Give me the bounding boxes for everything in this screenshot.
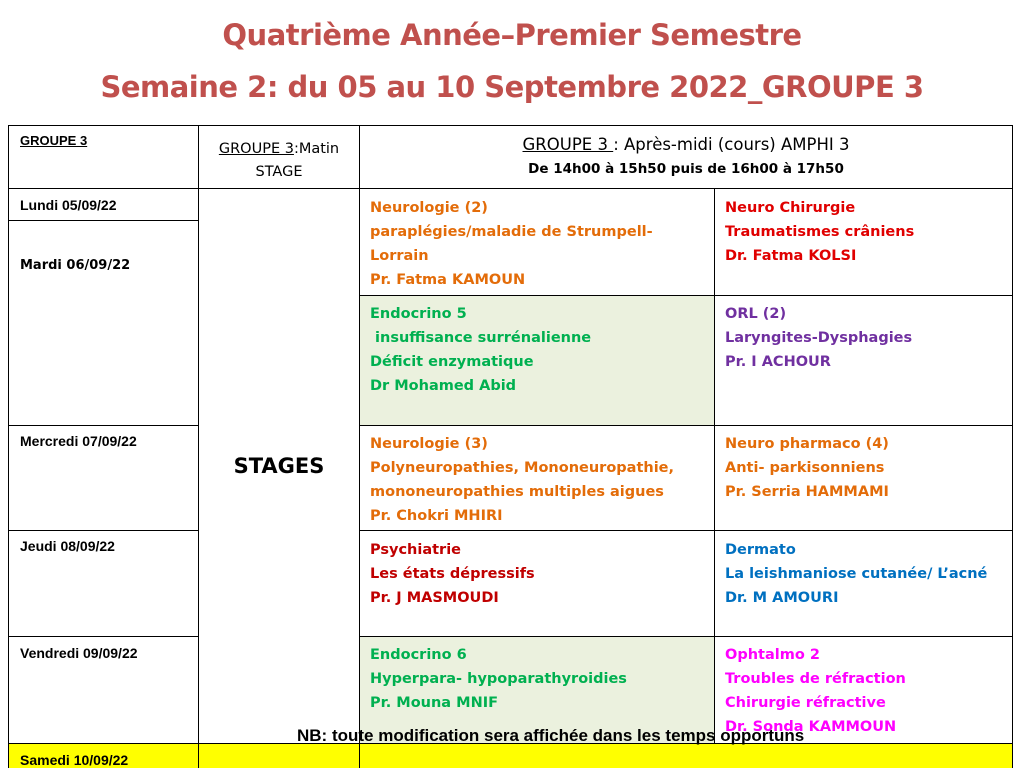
saturday-row-bg [8, 744, 1012, 768]
course-tuesday-2: ORL (2) Laryngites-Dysphagies Pr. I ACHOUR [725, 306, 913, 370]
row-line-header [8, 188, 1013, 189]
course-tuesday-1: Endocrino 5 insuffisance surrénalienne Déficit enzymatique Dr Mohamed Abid [370, 306, 592, 394]
course-monday-2: Neuro Chirurgie Traumatismes crâniens Dr. Fatma KOLSI [725, 200, 915, 264]
row-line-mardi-right [360, 425, 1013, 426]
course-thursday-1: Psychiatrie Les états dépressifs Pr. J MASMOUDI [370, 542, 535, 606]
modification-note: NB: toute modification sera affichée dans les temps opportuns [297, 726, 805, 745]
stages-label: STAGES [233, 454, 325, 478]
header-afternoon-group: GROUPE 3 [522, 135, 614, 154]
course-wednesday-2: Neuro pharmaco (4) Anti- parkisonniens Pr. Serria HAMMAMI [725, 436, 889, 500]
day-label-lundi: Lundi 05/09/22 [20, 197, 117, 213]
row-line-jeudi-right [360, 636, 1013, 637]
day-label-jeudi: Jeudi 08/09/22 [20, 538, 115, 554]
col-line-left [8, 125, 9, 768]
row-line-lundi [8, 220, 199, 221]
col-line-stage [359, 125, 360, 768]
day-label-mercredi: Mercredi 07/09/22 [20, 433, 137, 449]
header-morning [199, 138, 359, 184]
course-friday-2: Ophtalmo 2 Troubles de réfraction Chirurgie réfractive Dr. Sonda KAMMOUN [725, 647, 906, 735]
header-afternoon-suffix: : Après-midi (cours) AMPHI 3 [613, 135, 850, 154]
header-morning-group: GROUPE 3 [218, 141, 294, 157]
row-line-jeudi-left [8, 636, 199, 637]
col-line-right [1012, 125, 1013, 768]
header-afternoon [360, 133, 1012, 181]
row-line-mercredi-left [8, 530, 199, 531]
col-line-mid [714, 188, 715, 743]
table-border-top [8, 125, 1013, 126]
course-wednesday-1: Neurologie (3) Polyneuropathies, Mononeuropathie, mononeuropathies multiples aigues Pr. Chokri MHIRI [370, 436, 675, 524]
page-title: Quatrième Année–Premier Semestre [222, 18, 802, 52]
day-label-mardi: Mardi 06/09/22 [20, 258, 131, 273]
row-line-mercredi-right [360, 530, 1013, 531]
col-line-days [198, 125, 199, 768]
course-monday-1: Neurologie (2) paraplégies/maladie de Strumpell- Lorrain Pr. Fatma KAMOUN [370, 200, 653, 288]
day-label-vendredi: Vendredi 09/09/22 [20, 645, 138, 661]
header-morning-stage: STAGE [255, 164, 303, 180]
header-morning-suffix: :Matin [293, 141, 340, 157]
row-line-mardi-left [8, 425, 199, 426]
page-subtitle: Semaine 2: du 05 au 10 Septembre 2022_GROUPE 3 [100, 70, 924, 104]
row-line-lundi-courses [360, 295, 1013, 296]
header-afternoon-hours: De 14h00 à 15h50 puis de 16h00 à 17h50 [528, 161, 844, 177]
course-thursday-2: Dermato La leishmaniose cutanée/ L’acné Dr. M AMOURI [725, 542, 988, 606]
course-friday-1: Endocrino 6 Hyperpara- hypoparathyroidies Pr. Mouna MNIF [370, 647, 627, 711]
day-label-samedi: Samedi 10/09/22 [20, 752, 129, 768]
header-group-label: GROUPE 3 [20, 133, 88, 148]
